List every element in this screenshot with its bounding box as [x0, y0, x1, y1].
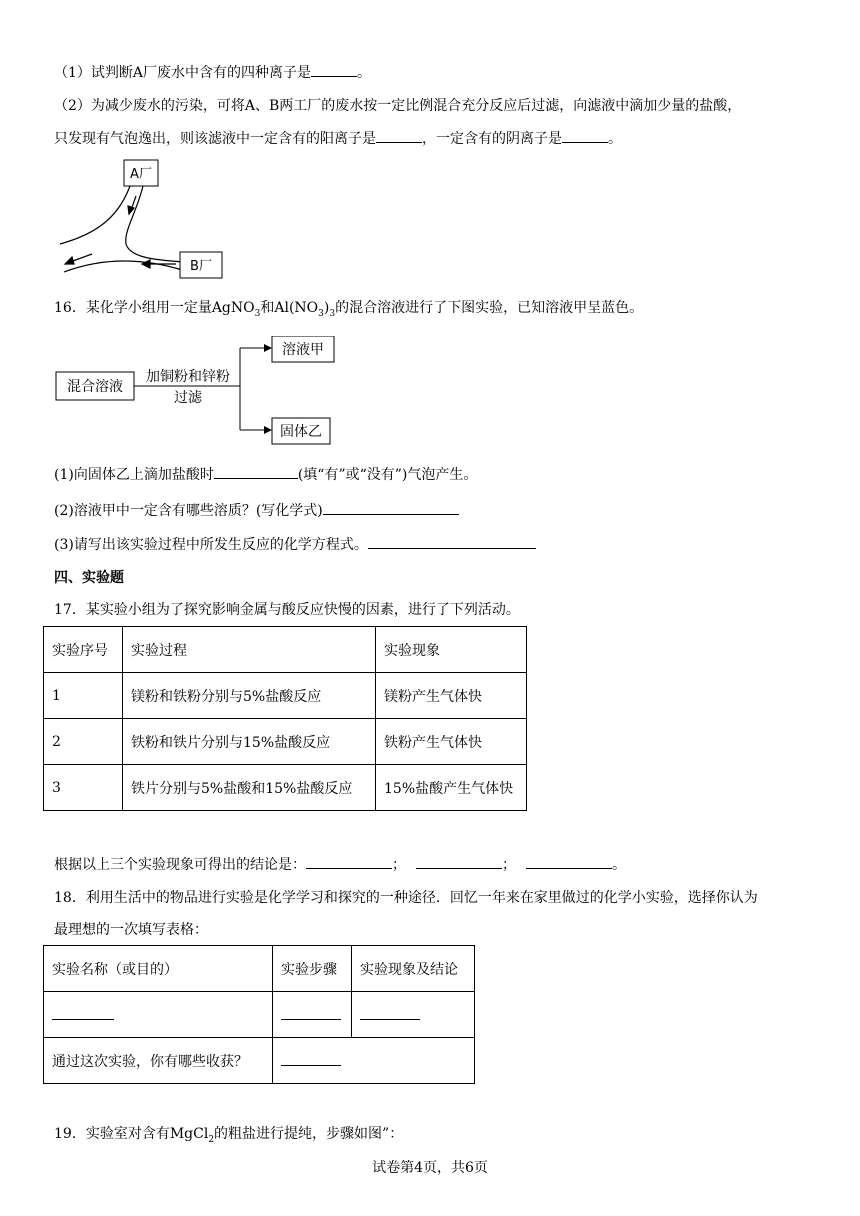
q16-sub3: (3)请写出该实验过程中所发生反应的化学方程式。: [54, 534, 536, 555]
table-row: [44, 1038, 475, 1084]
flow-operation-top: 加铜粉和锌粉: [146, 369, 230, 385]
q19-intro: 19．实验室对含有MgCl$_2$的粗盐进行提纯，步骤如图”：: [54, 1126, 404, 1145]
answer-blank[interactable]: [562, 128, 608, 143]
answer-blank[interactable]: [281, 1051, 341, 1066]
factory-b-label: B厂: [190, 259, 212, 274]
answer-blank[interactable]: [416, 854, 502, 869]
q18-table: [43, 945, 475, 1084]
table-row: [44, 765, 527, 811]
table-cell[interactable]: [273, 992, 352, 1038]
q15-part2-line2: 只发现有气泡逸出，则该滤液中一定含有的阳离子是 ，一定含有的阴离子是 。: [54, 128, 622, 149]
answer-blank[interactable]: [214, 464, 298, 479]
table-header: 实验步骤: [273, 946, 352, 992]
flow-solution-label: 溶液甲: [282, 342, 324, 358]
table-cell: 镁粉和铁粉分别与5%盐酸反应: [123, 673, 376, 719]
table-cell[interactable]: [44, 992, 273, 1038]
answer-blank[interactable]: [306, 854, 392, 869]
table-header: 实验现象: [376, 627, 527, 673]
table-cell: 镁粉产生气体快: [376, 673, 527, 719]
table-header: 实验名称（或目的）: [44, 946, 273, 992]
q16-sub2: (2)溶液甲中一定含有哪些溶质？(写化学式): [54, 500, 459, 521]
gain-label: 通过这次实验，你有哪些收获？: [44, 1038, 273, 1084]
q17-table: [43, 626, 527, 811]
table-cell[interactable]: [352, 992, 475, 1038]
table-row: [44, 673, 527, 719]
answer-blank[interactable]: [323, 500, 459, 515]
table-cell: 铁片分别与5%盐酸和15%盐酸反应: [123, 765, 376, 811]
table-row: [44, 719, 527, 765]
table-cell[interactable]: [273, 1038, 475, 1084]
answer-blank[interactable]: [376, 128, 422, 143]
page-footer: 试卷第4页，共6页: [372, 1160, 488, 1176]
answer-blank[interactable]: [360, 1005, 420, 1020]
table-header: 实验现象及结论: [352, 946, 475, 992]
answer-blank[interactable]: [368, 534, 536, 549]
flow-start-label: 混合溶液: [67, 379, 123, 395]
table-cell: 铁粉产生气体快: [376, 719, 527, 765]
section-title: 四、实验题: [54, 570, 124, 586]
q16-intro: 16．某化学小组用一定量AgNO$_3$和$Al(NO_3)_3$的混合溶液进行了下图实验，已知溶液甲呈蓝色。: [54, 300, 644, 319]
q17-intro: 17．某实验小组为了探究影响金属与酸反应快慢的因素，进行了下列活动。: [54, 602, 520, 618]
answer-blank[interactable]: [52, 1005, 114, 1020]
answer-blank[interactable]: [526, 854, 612, 869]
experiment-flow-diagram: [54, 336, 344, 448]
q15-part1: （1）试判断A厂废水中含有的四种离子是 。: [54, 62, 371, 83]
flow-operation-bottom: 过滤: [174, 390, 202, 406]
answer-blank[interactable]: [311, 62, 357, 77]
arrow-to-solution: [264, 344, 272, 352]
table-header: 实验过程: [123, 627, 376, 673]
factory-a-label: A厂: [130, 167, 152, 182]
table-header: 实验序号: [44, 627, 123, 673]
arrow-to-solid: [264, 426, 272, 434]
q18-intro-line2: 最理想的一次填写表格：: [54, 922, 208, 938]
answer-blank[interactable]: [281, 1005, 341, 1020]
flow-solid-label: 固体乙: [280, 424, 322, 440]
q16-sub1: (1)向固体乙上滴加盐酸时 (填“有”或“没有”)气泡产生。: [54, 464, 477, 485]
table-cell: 2: [44, 719, 123, 765]
table-cell: 1: [44, 673, 123, 719]
table-cell: 3: [44, 765, 123, 811]
q18-intro-line1: 18．利用生活中的物品进行实验是化学学习和探究的一种途径．回忆一年来在家里做过的化学小实验，选择你认为: [54, 890, 758, 906]
q17-conclusion: 根据以上三个实验现象可得出的结论是： ； ； 。: [54, 854, 626, 875]
factory-river-diagram: [56, 158, 236, 280]
q15-part2-line1: （2）为减少废水的污染，可将A、B两工厂的废水按一定比例混合充分反应后过滤，向滤液中滴加少量的盐酸，: [54, 98, 742, 114]
table-cell: 铁粉和铁片分别与15%盐酸反应: [123, 719, 376, 765]
table-row: [44, 992, 475, 1038]
table-cell: 15%盐酸产生气体快: [376, 765, 527, 811]
